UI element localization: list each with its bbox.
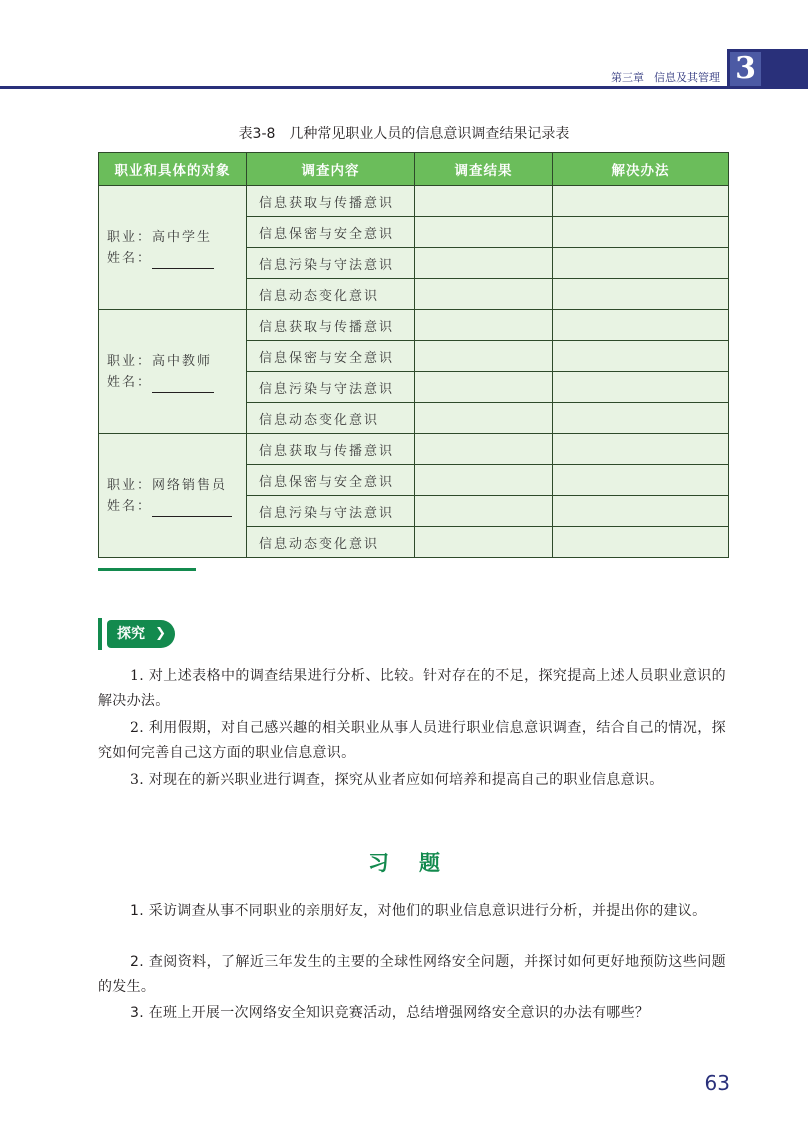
explore-item: 1. 对上述表格中的调查结果进行分析、比较。针对存在的不足，探究提高上述人员职业意识的解决办法。	[98, 668, 726, 709]
explore-item: 3. 对现在的新兴职业进行调查，探究从业者应如何培养和提高自己的职业信息意识。	[130, 772, 664, 788]
solution-cell	[553, 248, 729, 279]
solution-cell	[553, 341, 729, 372]
solution-cell	[553, 217, 729, 248]
topic-cell: 信息污染与守法意识	[247, 496, 415, 527]
topic-cell: 信息获取与传播意识	[247, 310, 415, 341]
result-cell	[415, 465, 553, 496]
chapter-label: 第三章	[611, 71, 644, 84]
solution-cell	[553, 186, 729, 217]
chapter-number: 3	[730, 52, 761, 86]
exercises-title: 习题	[368, 851, 470, 875]
name-label: 姓名：	[107, 498, 153, 514]
job-cell	[99, 186, 247, 310]
survey-table	[98, 152, 729, 558]
table-row	[99, 310, 729, 341]
topic-cell: 信息保密与安全意识	[247, 217, 415, 248]
result-cell	[415, 217, 553, 248]
topic-cell: 信息动态变化意识	[247, 279, 415, 310]
solution-cell	[553, 310, 729, 341]
solution-cell	[553, 527, 729, 558]
explore-tag-bar	[98, 618, 102, 650]
solution-cell	[553, 403, 729, 434]
result-cell	[415, 403, 553, 434]
solution-cell	[553, 279, 729, 310]
result-cell	[415, 527, 553, 558]
topic-cell: 信息污染与守法意识	[247, 372, 415, 403]
job-cell	[99, 434, 247, 558]
result-cell	[415, 372, 553, 403]
topic-cell: 信息污染与守法意识	[247, 248, 415, 279]
explore-item: 2. 利用假期，对自己感兴趣的相关职业从事人员进行职业信息意识调查，结合自己的情况，探究如何完善自己这方面的职业信息意识。	[98, 720, 726, 761]
exercise-item: 3. 在班上开展一次网络安全知识竞赛活动，总结增强网络安全意识的办法有哪些？	[130, 1005, 650, 1021]
job-cell	[99, 310, 247, 434]
result-cell	[415, 186, 553, 217]
name-label: 姓名：	[107, 250, 153, 266]
solution-cell	[553, 434, 729, 465]
column-header: 解决办法	[553, 153, 729, 186]
solution-cell	[553, 496, 729, 527]
topic-cell: 信息保密与安全意识	[247, 341, 415, 372]
name-line	[107, 496, 246, 517]
table-row	[99, 186, 729, 217]
topic-cell: 信息动态变化意识	[247, 403, 415, 434]
topic-cell: 信息获取与传播意识	[247, 186, 415, 217]
name-line	[107, 248, 246, 269]
running-header	[560, 69, 720, 85]
chevron-right-icon: ❯	[155, 626, 166, 641]
table-accent-rule	[98, 568, 196, 571]
name-blank	[152, 502, 232, 517]
chapter-title: 信息及其管理	[654, 71, 720, 84]
job-label: 职业：高中教师	[107, 353, 213, 369]
exercise-item: 2. 查阅资料，了解近三年发生的主要的全球性网络安全问题，并探讨如何更好地预防这些问题的发生。	[98, 954, 726, 995]
job-label: 职业：高中学生	[107, 229, 213, 245]
name-blank	[152, 378, 214, 393]
header-rule	[0, 86, 727, 89]
explore-tag-pill	[107, 620, 175, 648]
table-caption: 表3-8 几种常见职业人员的信息意识调查结果记录表	[238, 126, 570, 142]
explore-tag-label: 探究	[117, 626, 145, 642]
result-cell	[415, 496, 553, 527]
result-cell	[415, 310, 553, 341]
solution-cell	[553, 465, 729, 496]
topic-cell: 信息保密与安全意识	[247, 465, 415, 496]
result-cell	[415, 434, 553, 465]
table-row	[99, 434, 729, 465]
table-header-row	[99, 153, 729, 186]
result-cell	[415, 248, 553, 279]
result-cell	[415, 341, 553, 372]
column-header: 调查内容	[247, 153, 415, 186]
name-label: 姓名：	[107, 374, 153, 390]
name-line	[107, 372, 246, 393]
column-header: 职业和具体的对象	[99, 153, 247, 186]
solution-cell	[553, 372, 729, 403]
name-blank	[152, 254, 214, 269]
page-number: 63	[704, 1071, 730, 1095]
column-header: 调查结果	[415, 153, 553, 186]
explore-tag	[98, 618, 178, 650]
result-cell	[415, 279, 553, 310]
chapter-badge	[727, 49, 808, 89]
exercise-item: 1. 采访调查从事不同职业的亲朋好友，对他们的职业信息意识进行分析，并提出你的建议。	[130, 903, 707, 919]
topic-cell: 信息获取与传播意识	[247, 434, 415, 465]
topic-cell: 信息动态变化意识	[247, 527, 415, 558]
job-label: 职业：网络销售员	[107, 477, 228, 493]
